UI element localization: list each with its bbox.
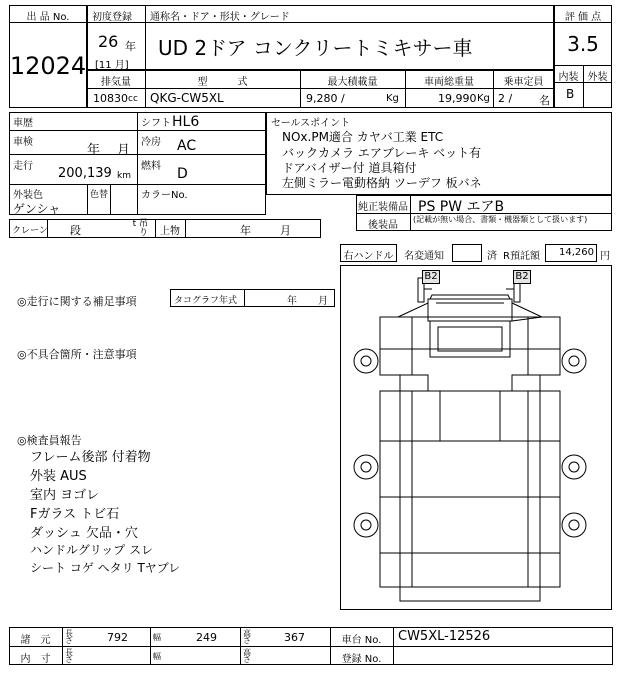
tachograph-month: 月 — [318, 296, 328, 307]
inspection-label: 車検 — [13, 137, 33, 148]
tachograph-year: 年 — [287, 296, 297, 307]
inspection-month: 月 — [117, 143, 131, 158]
inner-dimensions-label: 内 寸 — [20, 654, 51, 665]
inner-height-label: 高さ — [243, 648, 251, 664]
interior-label: 内装 — [558, 72, 579, 83]
sales-point-2: バックカメラ エアブレーキ ベット有 — [282, 146, 482, 160]
score-label: 評 価 点 — [564, 12, 602, 23]
height-label: 高さ — [243, 629, 251, 645]
mileage-unit: km — [117, 171, 131, 181]
steering-value: 右ハンドル — [343, 251, 394, 262]
fuel-value: D — [177, 166, 188, 182]
driving-notes-label: ◎走行に関する補足事項 — [17, 295, 137, 308]
lot-label: 出 品 No. — [26, 12, 70, 23]
ac-label: 冷房 — [141, 137, 161, 148]
model-label: 型 式 — [197, 77, 248, 88]
specs-label: 諸 元 — [20, 635, 51, 646]
meter-change-box — [452, 244, 482, 262]
registration-month: [11 月] — [95, 60, 129, 71]
max-load-label: 最大積載量 — [327, 77, 378, 88]
score-value: 3.5 — [567, 32, 599, 56]
inspector-line-7: シート コゲ ヘタリ Tヤブレ — [30, 561, 181, 575]
ac-value: AC — [177, 138, 197, 154]
genuine-label: 純正装備品 — [358, 202, 408, 213]
length-label: 長さ — [65, 629, 73, 645]
inner-length-label: 長さ — [65, 648, 73, 664]
crane-stage-unit: 段 — [70, 224, 81, 237]
sales-point-1: NOx.PM適合 カヤバ工業 ETC — [282, 130, 444, 144]
inspector-label: ◎検査員報告 — [17, 434, 82, 447]
shift-label: シフト — [141, 118, 171, 129]
rack-year: 年 — [240, 224, 251, 237]
chassis-label: 車台 No. — [341, 635, 382, 646]
shift-value: HL6 — [172, 114, 200, 130]
truck-damage-diagram — [340, 265, 612, 610]
exterior-color-label: 外装色 — [13, 190, 43, 201]
registration-label: 初度登録 — [92, 12, 132, 23]
exterior-color-value: ゲンシャ — [13, 202, 61, 216]
max-load-unit: Kg — [386, 93, 399, 104]
vehicle-name: UD 2ドア コンクリートミキサー車 — [158, 36, 473, 60]
gross-weight-value: 19,990 — [438, 92, 477, 105]
crane-label: クレーン — [12, 226, 48, 236]
chassis-number: CW5XL-12526 — [398, 629, 491, 644]
r-deposit-label: R預託額 — [503, 251, 540, 262]
displacement-value: 10830 — [93, 92, 128, 105]
registration-no-label: 登録 No. — [341, 654, 382, 665]
width-label: 幅 — [153, 633, 161, 642]
crane-lift-label: t 吊り — [132, 219, 148, 238]
rack-month: 月 — [280, 224, 291, 237]
inspection-year: 年 — [87, 143, 101, 158]
gross-weight-label: 車両総重量 — [424, 77, 474, 88]
displacement-label: 排気量 — [101, 77, 131, 88]
model-value: QKG-CW5XL — [150, 91, 224, 105]
color-change-label: 色替 — [90, 190, 109, 200]
meter-change-label: 名変通知 — [404, 251, 444, 262]
capacity-label: 乗車定員 — [503, 77, 544, 88]
sales-point-4: 左側ミラー電動格納 ツーデフ 板バネ — [282, 176, 482, 190]
inner-width-label: 幅 — [153, 652, 161, 661]
width-value: 249 — [196, 631, 217, 644]
displacement-unit: cc — [128, 94, 138, 104]
exterior-label: 外装 — [587, 72, 608, 83]
inspector-line-3: 室内 ヨゴレ — [30, 488, 100, 503]
registration-year-unit: 年 — [125, 40, 136, 53]
mileage-value: 200,139 — [58, 166, 112, 181]
inspector-line-1: フレーム後部 付着物 — [30, 450, 151, 465]
lot-number: 12024 — [9, 52, 87, 80]
inspector-line-5: ダッシュ 欠品・穴 — [30, 526, 138, 541]
tachograph-label: タコグラフ年式 — [174, 296, 238, 306]
height-value: 367 — [284, 631, 305, 644]
genuine-value: PS PW エアB — [418, 199, 505, 215]
registration-year: 26 — [98, 32, 119, 51]
aftermarket-note: (記載が無い場合、書類・機器類として扱います) — [413, 215, 588, 224]
max-load-value: 9,280 / — [306, 92, 345, 105]
vehicle-name-label: 通称名・ドア・形状・グレード — [150, 12, 290, 23]
inspector-line-6: ハンドルグリップ スレ — [30, 543, 154, 557]
fuel-label: 燃料 — [141, 161, 161, 172]
length-value: 792 — [107, 631, 128, 644]
damage-mark-left: B2 — [422, 270, 440, 284]
inspector-line-2: 外装 AUS — [30, 469, 87, 484]
damage-mark-right: B2 — [513, 270, 531, 284]
r-deposit-unit: 円 — [600, 251, 610, 262]
interior-grade: B — [566, 87, 575, 101]
defects-label: ◎不具合箇所・注意事項 — [17, 348, 137, 361]
meter-change-mark: 済 — [487, 251, 497, 262]
inspector-line-4: Fガラス トビ石 — [30, 507, 120, 522]
color-no-label: カラーNo. — [141, 190, 188, 201]
r-deposit-value: 14,260 — [559, 247, 594, 258]
aftermarket-label: 後装品 — [368, 220, 398, 231]
capacity-value: 2 / — [498, 92, 513, 105]
sales-point-3: ドアバイザー付 道具箱付 — [282, 161, 417, 175]
sales-points-label: セールスポイント — [271, 118, 351, 129]
rack-label: 上物 — [160, 226, 180, 237]
gross-weight-unit: Kg — [477, 93, 490, 104]
capacity-unit: 名 — [539, 94, 550, 107]
mileage-label: 走行 — [13, 161, 33, 172]
history-label: 車歴 — [13, 118, 33, 129]
